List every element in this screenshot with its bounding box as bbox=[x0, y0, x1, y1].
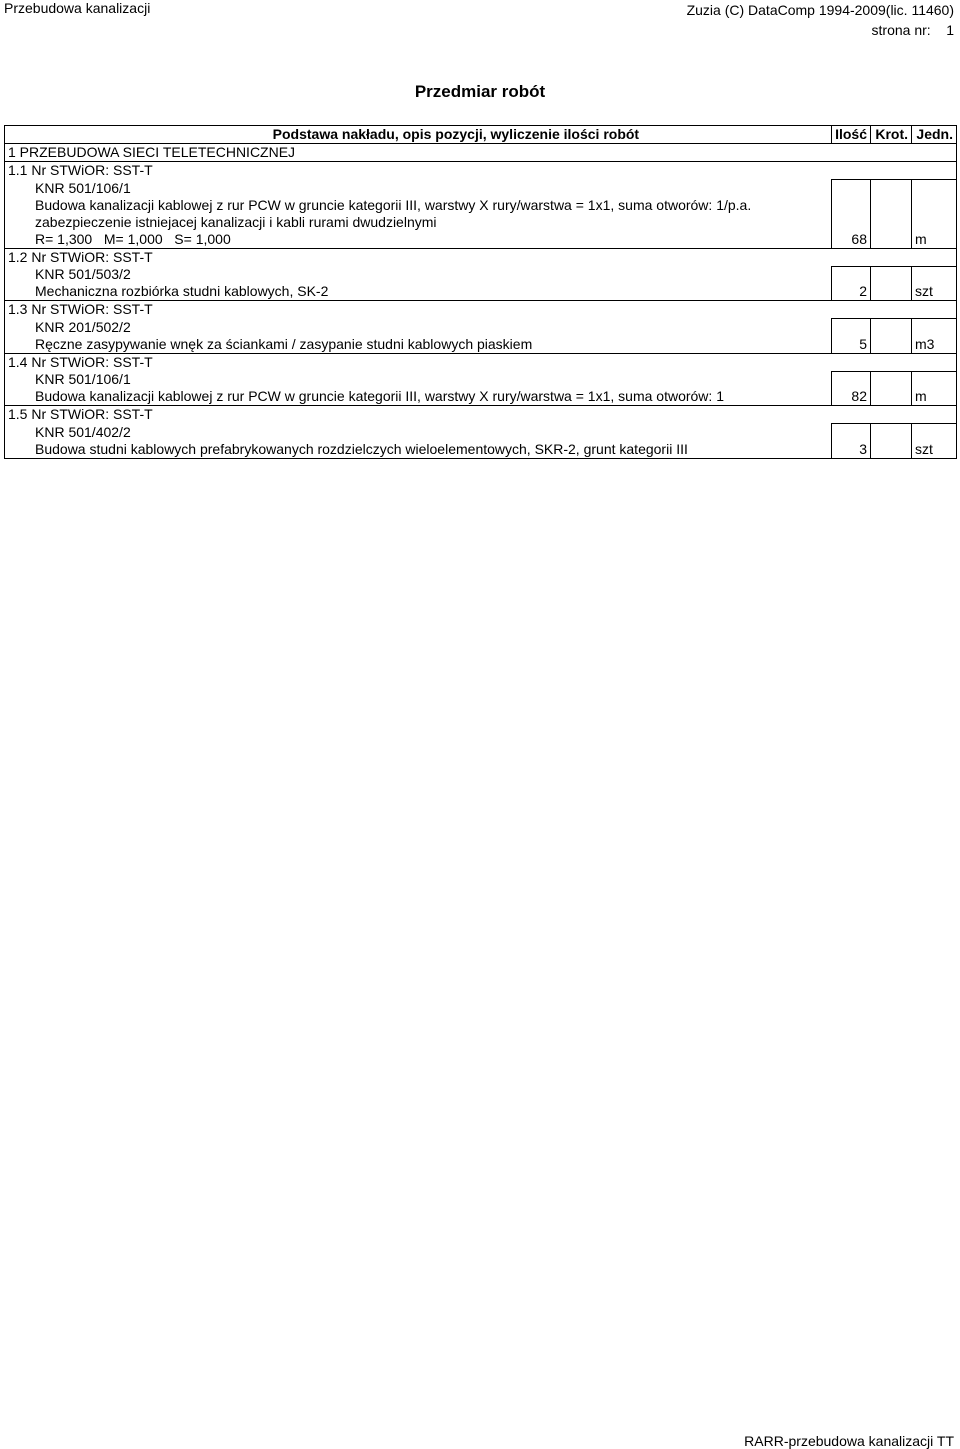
item-quantity: 2 bbox=[832, 266, 871, 301]
item-number: 1.4 Nr STWiOR: SST-T bbox=[5, 353, 957, 371]
item-description: Mechaniczna rozbiórka studni kablowych, SK-2 bbox=[35, 283, 329, 299]
item-knr: KNR 501/106/1 bbox=[35, 371, 131, 387]
header-page-number: strona nr: 1 bbox=[871, 22, 954, 38]
item-description-cell bbox=[5, 319, 832, 354]
table-row bbox=[5, 319, 957, 354]
table-row bbox=[5, 162, 957, 180]
item-description-extra: zabezpieczenie istniejacej kanalizacji i kabli rurami dwudzielnymi bbox=[35, 213, 437, 230]
item-multiplier bbox=[871, 371, 912, 406]
item-description-cell bbox=[5, 371, 832, 406]
item-quantity: 5 bbox=[832, 319, 871, 354]
table-row bbox=[5, 301, 957, 319]
header-software-info bbox=[687, 0, 954, 40]
section-row bbox=[5, 144, 957, 162]
table-row bbox=[5, 180, 957, 249]
item-unit: m bbox=[912, 371, 957, 406]
item-number: 1.1 Nr STWiOR: SST-T bbox=[5, 162, 957, 180]
item-multiplier bbox=[871, 266, 912, 301]
item-calculation: R= 1,300 M= 1,000 S= 1,000 bbox=[35, 230, 231, 247]
item-description: Budowa kanalizacji kablowej z rur PCW w gruncie kategorii III, warstwy X rury/warstwa = 1x1, suma otworów: 1 bbox=[35, 388, 724, 404]
item-quantity: 82 bbox=[832, 371, 871, 406]
item-description: Budowa studni kablowych prefabrykowanych rozdzielczych wieloelementowych, SKR-2, grunt kategorii III bbox=[35, 440, 688, 457]
table-row bbox=[5, 353, 957, 371]
item-quantity: 3 bbox=[832, 424, 871, 459]
table-row bbox=[5, 371, 957, 406]
item-knr: KNR 501/503/2 bbox=[35, 266, 131, 282]
item-number: 1.5 Nr STWiOR: SST-T bbox=[5, 406, 957, 424]
section-title: 1 PRZEBUDOWA SIECI TELETECHNICZNEJ bbox=[5, 144, 957, 162]
footer-document-name: RARR-przebudowa kanalizacji TT bbox=[744, 1433, 954, 1449]
item-knr: KNR 201/502/2 bbox=[35, 318, 131, 335]
table-row bbox=[5, 248, 957, 266]
bill-of-quantities-table bbox=[4, 125, 957, 459]
header-copyright: Zuzia (C) DataComp 1994-2009(lic. 11460) bbox=[686, 2, 954, 18]
item-description-cell bbox=[5, 266, 832, 301]
item-quantity: 68 bbox=[832, 180, 871, 249]
table-header-row bbox=[5, 126, 957, 144]
item-description: Ręczne zasypywanie wnęk za ściankami / zasypanie studni kablowych piaskiem bbox=[35, 335, 533, 352]
col-header-description: Podstawa nakładu, opis pozycji, wyliczenie ilości robót bbox=[5, 126, 832, 144]
table-row bbox=[5, 424, 957, 459]
item-unit: szt bbox=[912, 424, 957, 459]
item-number: 1.3 Nr STWiOR: SST-T bbox=[5, 301, 957, 319]
item-number: 1.2 Nr STWiOR: SST-T bbox=[5, 248, 957, 266]
item-description-cell bbox=[5, 180, 832, 249]
item-unit: m3 bbox=[912, 319, 957, 354]
item-description-cell bbox=[5, 424, 832, 459]
col-header-unit: Jedn. bbox=[912, 126, 957, 144]
item-multiplier bbox=[871, 180, 912, 249]
table-row bbox=[5, 266, 957, 301]
item-multiplier bbox=[871, 319, 912, 354]
item-unit: szt bbox=[912, 266, 957, 301]
header-project-name: Przebudowa kanalizacji bbox=[4, 0, 151, 16]
col-header-quantity: Ilość bbox=[832, 126, 871, 144]
item-multiplier bbox=[871, 424, 912, 459]
col-header-multiplier: Krot. bbox=[871, 126, 912, 144]
item-description: Budowa kanalizacji kablowej z rur PCW w gruncie kategorii III, warstwy X rury/warstwa = 1x1, suma otworów: 1/p.a. bbox=[35, 196, 752, 213]
item-knr: KNR 501/106/1 bbox=[35, 179, 131, 196]
item-unit: m bbox=[912, 180, 957, 249]
page-title: Przedmiar robót bbox=[414, 82, 546, 101]
item-knr: KNR 501/402/2 bbox=[35, 423, 131, 440]
table-row bbox=[5, 406, 957, 424]
